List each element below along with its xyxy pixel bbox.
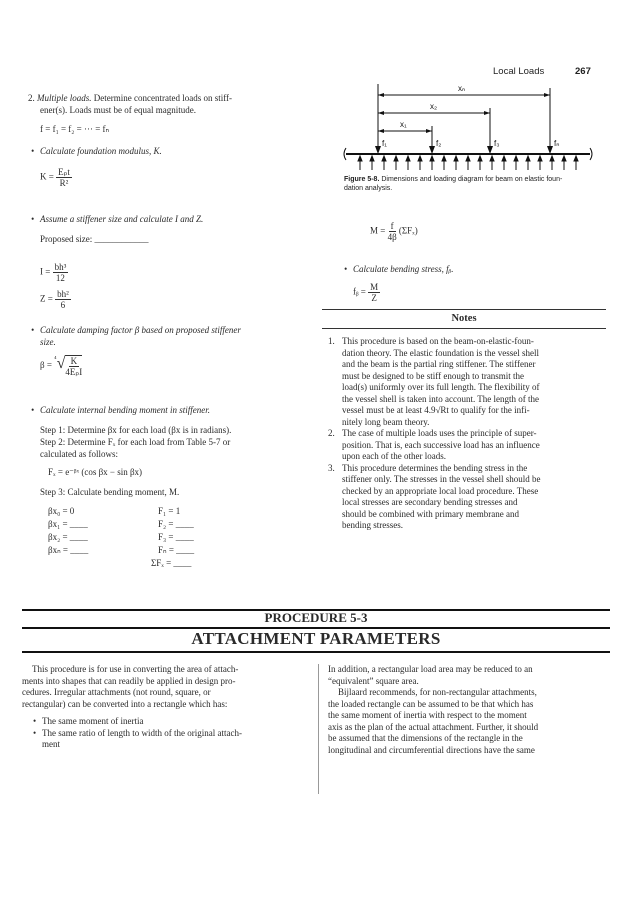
body-line: be assumed that the dimensions of the rectangle in the	[328, 733, 523, 743]
note-line: must be designed to be stiff enough to transmit the	[342, 370, 525, 381]
note-line: dation theory. The elastic foundation is the vessel shell	[342, 347, 539, 358]
note-item	[328, 463, 604, 532]
k-lhs: K =	[40, 171, 54, 182]
note-line: should be combined with primary membrane and	[342, 508, 519, 519]
column-divider	[318, 664, 319, 794]
figure-label: Figure 5-8.	[344, 176, 380, 183]
notes-bottom-rule	[322, 328, 606, 329]
fb-lhs: fᵦ =	[353, 286, 366, 297]
bullet-item: • The same moment of inertia	[42, 716, 310, 728]
note-line: This procedure determines the bending stress in the	[342, 462, 528, 473]
body-line: longitudinal and circumferential directions have the same	[328, 744, 535, 755]
note-line: the vessel shell is taken into account. The length of the	[342, 393, 540, 404]
step-1: Step 1: Determine βx for each load (βx is in radians).	[40, 425, 232, 435]
figure-caption-line-2: dation analysis.	[344, 185, 393, 192]
note-line: upon each of the other loads.	[342, 451, 446, 461]
procedure-number: PROCEDURE 5-3	[264, 610, 368, 625]
label-x2: x₂	[430, 102, 438, 111]
label-xn: xₙ	[458, 84, 466, 93]
m-num: f	[390, 221, 394, 231]
bottom-right-column	[328, 664, 610, 756]
m-den: 4β	[387, 232, 397, 242]
item-title: Multiple loads.	[37, 93, 92, 103]
table-right-0: F₁ = 1	[158, 506, 181, 516]
notes-title: Notes	[451, 313, 477, 324]
z-fraction	[55, 289, 71, 310]
bottom-left-column	[22, 664, 310, 751]
z-equation	[40, 289, 71, 310]
step-2: Step 2: Determine Fₓ for each load from Table 5-7 or	[40, 437, 231, 447]
body-line: In addition, a rectangular load area may be reduced to an	[328, 664, 533, 674]
body-line: axis as the plan of the actual attachment. Further, it should	[328, 721, 539, 732]
bullet-foundation-modulus: • Calculate foundation modulus, K.	[40, 145, 162, 157]
figure-caption-line-1: Dimensions and loading diagram for beam on elastic foun-	[381, 176, 563, 183]
table-right-2: F₃ = ____	[158, 532, 194, 542]
table-left-3: βxₙ = ____	[48, 545, 89, 555]
notes-list	[328, 336, 604, 532]
bullet-item-cont: ment	[42, 739, 60, 749]
note-line: This procedure is based on the beam-on-elastic-foun-	[342, 336, 534, 346]
running-header	[493, 66, 544, 77]
notes-top-rule	[322, 309, 606, 310]
body-line: the loaded rectangle can be assumed to be that which has	[328, 698, 534, 709]
m-equation	[370, 221, 418, 242]
step-2-cont: calculated as follows:	[40, 449, 118, 459]
note-line: checked by an appropriate local load procedure. These	[342, 485, 539, 496]
note-number: 2.	[328, 428, 335, 438]
table-left-1: βx₁ = ____	[48, 519, 88, 529]
body-line: the same moment of inertia with respect to the moment	[328, 710, 527, 720]
k-fraction	[56, 167, 72, 188]
note-line: nitely long beam theory.	[342, 416, 430, 427]
k-num: Eₚt	[58, 167, 70, 177]
table-left-2: βx₂ = ____	[48, 532, 88, 542]
label-x1: x₁	[400, 120, 407, 129]
note-item	[328, 336, 604, 428]
i-num: bh³	[54, 262, 67, 272]
label-fn: fₙ	[554, 139, 560, 148]
table-right-3: Fₙ = ____	[158, 545, 195, 555]
bullet-damping-factor-cont: size.	[40, 337, 56, 347]
bullet-stiffener-size: • Assume a stiffener size and calculate I and Z.	[40, 213, 203, 225]
i-equation	[40, 262, 68, 283]
proposed-size: Proposed size: ____________	[40, 234, 149, 244]
item-2	[28, 92, 232, 104]
page-number: 267	[575, 66, 591, 77]
note-item	[328, 428, 604, 463]
item-2-cont: ener(s). Loads must be of equal magnitude.	[40, 105, 196, 115]
note-number: 3.	[328, 462, 335, 473]
m-rhs: (ΣFₓ)	[398, 225, 418, 236]
procedure-title: ATTACHMENT PARAMETERS	[191, 629, 441, 648]
k-den: R²	[59, 178, 69, 188]
label-f1: f₁	[382, 139, 387, 148]
body-line: Bijlaard recommends, for non-rectangular attachments,	[338, 687, 537, 697]
beta-root-index: ⁴	[54, 355, 57, 363]
i-lhs: I =	[40, 266, 51, 277]
item-text: Determine concentrated loads on stiff-	[93, 93, 233, 103]
body-line: cedures. Irregular attachments (not round, square, or	[22, 687, 211, 697]
equal-loads-equation: f = f₁ = f₂ = ··· = fₙ	[40, 124, 110, 134]
table-sum: ΣFₓ = ____	[151, 558, 192, 568]
figure-caption	[344, 175, 604, 193]
z-lhs: Z =	[40, 293, 53, 304]
bullet-item: • The same ratio of length to width of the original attach-	[42, 728, 310, 740]
bullet-bending-moment: • Calculate internal bending moment in stiffener.	[40, 404, 210, 416]
note-line: bending stresses.	[342, 520, 403, 530]
section-title: Local Loads	[493, 66, 545, 77]
body-line: rectangular) can be converted into a rectangle which has:	[22, 698, 228, 709]
note-line: The case of multiple loads uses the principle of super-	[342, 428, 537, 438]
z-den: 6	[60, 300, 66, 310]
beta-fraction	[65, 355, 82, 377]
m-fraction	[388, 221, 397, 242]
item-number: 2.	[28, 93, 35, 103]
i-den: 12	[55, 273, 65, 283]
note-line: stiffener only. The stresses in the vessel shell should be	[342, 474, 541, 484]
note-line: local stresses are secondary bending stresses and	[342, 497, 518, 507]
body-line: This procedure is for use in converting the area of attach-	[32, 664, 239, 674]
fb-fraction	[368, 282, 380, 303]
beta-num: K	[70, 356, 78, 366]
k-equation	[40, 167, 72, 188]
bullet-bending-stress: • Calculate bending stress, fᵦ.	[353, 263, 453, 275]
fb-num: M	[370, 282, 379, 292]
note-line: vessel must be at least 4.9√Rt to qualify for the infi-	[342, 405, 530, 415]
bullet-damping-factor: • Calculate damping factor β based on proposed stiffener	[40, 324, 241, 336]
note-line: load(s) uniformly over its full length. The flexibility of	[342, 382, 540, 392]
fx-equation: Fₓ = e⁻ᵝˣ (cos βx − sin βx)	[48, 467, 143, 477]
procedure-bottom-rule	[22, 651, 610, 653]
fb-den: Z	[371, 293, 377, 303]
label-f2: f₂	[436, 139, 442, 148]
table-left-0: βx₀ = 0	[48, 506, 75, 516]
note-line: and the beam is the partial ring stiffener. The stiffener	[342, 359, 536, 369]
note-number: 1.	[328, 336, 335, 346]
i-fraction	[53, 262, 69, 283]
beta-den: 4EₚI	[65, 367, 83, 377]
body-line: ments into shapes that can readily be applied in design pro-	[22, 675, 236, 686]
table-right-1: F₂ = ____	[158, 519, 194, 529]
beta-lhs: β =	[40, 360, 52, 371]
beam-break-right	[590, 148, 592, 160]
label-f3: f₃	[494, 139, 500, 148]
step-3: Step 3: Calculate bending moment, M.	[40, 487, 180, 497]
beta-equation: β = $^{^4}$√ $\frac{K}{\text{4EₚI}}$	[40, 355, 83, 377]
m-lhs: M =	[370, 225, 386, 236]
beam-loading-diagram	[340, 78, 602, 178]
note-line: position. That is, each successive load has an influence	[342, 439, 540, 450]
beam-break-left	[344, 148, 346, 160]
z-num: bh²	[57, 289, 69, 299]
body-line: “equivalent” square area.	[328, 675, 419, 686]
fb-equation	[353, 282, 380, 303]
